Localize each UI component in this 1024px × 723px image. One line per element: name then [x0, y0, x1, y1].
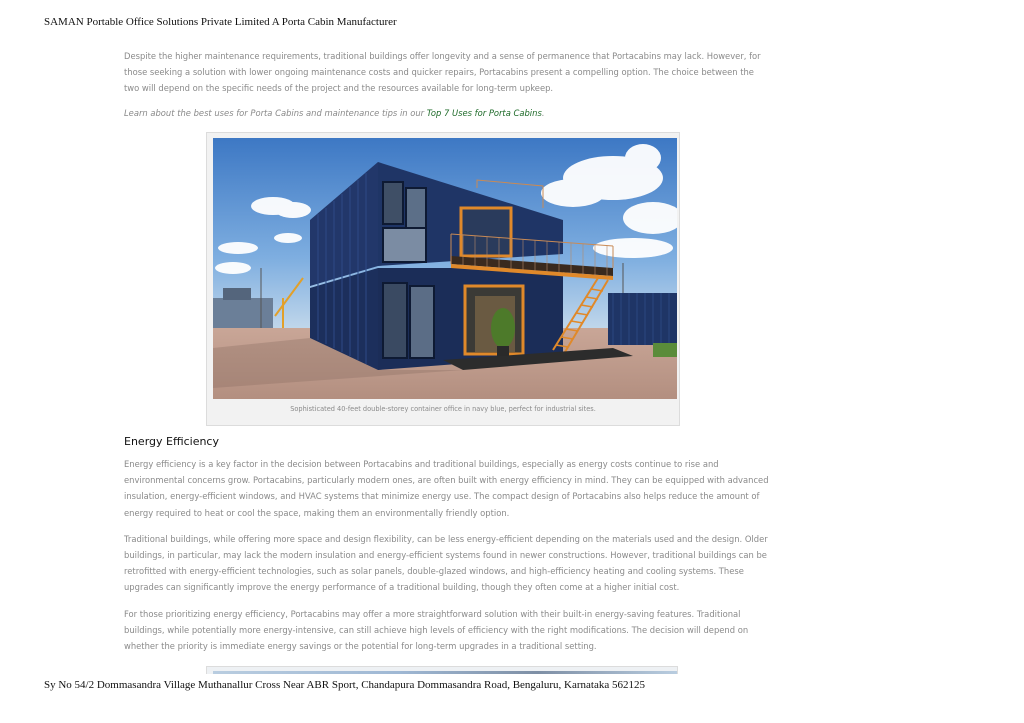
- lead-in-line: [124, 105, 769, 121]
- page-header: SAMAN Portable Office Solutions Private Limited A Porta Cabin Manufacturer: [44, 16, 397, 28]
- next-figure-top: [206, 666, 678, 674]
- section-title: Energy Efficiency: [124, 435, 219, 448]
- intro-content: [124, 48, 769, 131]
- lead-in-text: Learn about the best uses for Porta Cabins and maintenance tips in our: [124, 107, 427, 118]
- next-figure-image-edge: [213, 671, 677, 674]
- figure-caption: Sophisticated 40-feet double-storey container office in navy blue, perfect for industrial sites.: [290, 405, 596, 413]
- lead-in-end: .: [541, 107, 545, 118]
- top-uses-link[interactable]: Top 7 Uses for Porta Cabins: [426, 107, 542, 118]
- container-office-figure: [206, 132, 680, 426]
- section-paragraph: Traditional buildings, while offering more space and design flexibility, can be less energy-efficient depending on the materials used and the design. Older buildings, in particular, may lack the modern insulation and energy-efficient systems found in newer constructions. However, traditional buildings can be retrofitted with energy-efficient technologies, such as solar panels, double-glazed windows, and high-efficiency heating and cooling systems. These upgrades can significantly improve the energy performance of a traditional building, though they often come at a higher initial cost.: [124, 533, 768, 593]
- section-paragraph: Energy efficiency is a key factor in the decision between Portacabins and traditional buildings, especially as energy costs continue to rise and environmental concerns grow. Portacabins, particularly modern ones, are often built with energy efficiency in mind. They can be equipped with advanced insulation, energy-efficient windows, and HVAC systems that minimize energy use. The compact design of Portacabins also helps reduce the amount of energy required to heat or cool the space, making them an environmentally friendly option.: [124, 459, 769, 518]
- section-paragraph: For those prioritizing energy efficiency, Portacabins may offer a more straightforward solution with their built-in energy-saving features. Traditional buildings, while potentially more energy-intensive, can still achieve high levels of efficiency with the right modifications. The decision will depend on whether the priority is immediate energy savings or the potential for long-term upgrades in a traditional setting.: [124, 608, 749, 652]
- container-office-photo: [213, 138, 677, 399]
- section-body: [124, 456, 769, 664]
- page-footer: Sy No 54/2 Dommasandra Village Muthanallur Cross Near ABR Sport, Chandapura Dommasandra Road, Bengaluru, Karnataka 562125: [44, 679, 645, 691]
- intro-paragraph: Despite the higher maintenance requirements, traditional buildings offer longevity and a sense of permanence that Portacabins may lack. However, for those seeking a solution with lower ongoing maintenance costs and quicker repairs, Portacabins present a compelling option. The choice between the two will depend on the specific needs of the project and the resources available for long-term upkeep.: [124, 51, 761, 94]
